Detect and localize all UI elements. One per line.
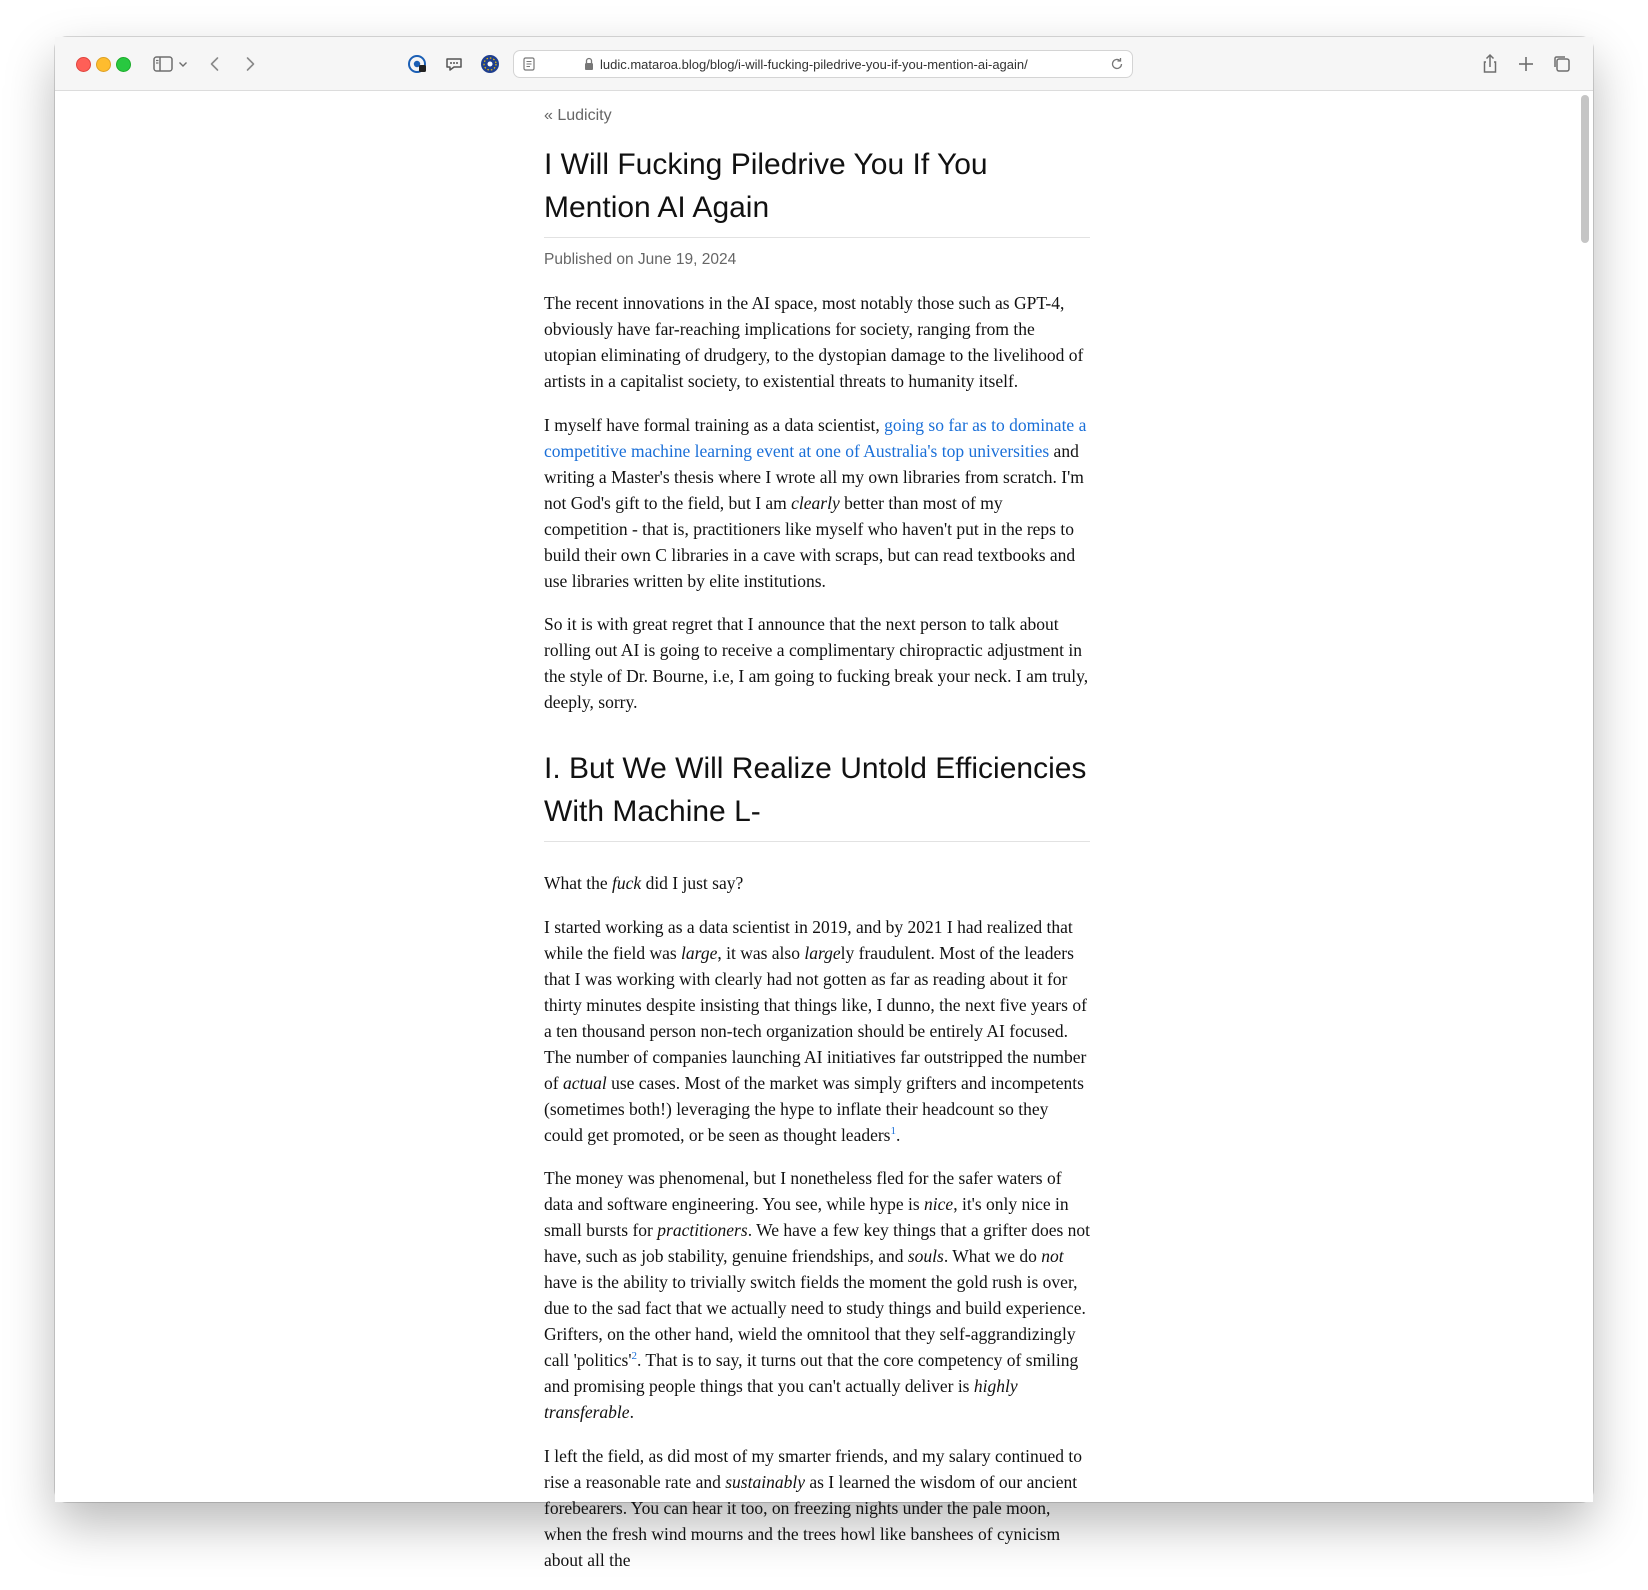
zoom-window-button[interactable] xyxy=(116,57,131,72)
paragraph-4: What the fuck did I just say? xyxy=(544,873,744,893)
paragraph-2: I myself have formal training as a data scientist, going so far as to dominate a competitive machine learning event at one of Australia's top universities and writing a Master's thesis where I wrote all my own libraries from scratch. I'm not God's gift to the field, but I am clearly better than most of my competition - that is, practitioners like myself who haven't put in the reps to build their own C libraries in a cave with scraps, but can read textbooks and use libraries written by elite institutions. xyxy=(544,414,1087,591)
scrollbar-thumb[interactable] xyxy=(1581,95,1589,243)
paragraph-1: The recent innovations in the AI space, most notably those such as GPT-4, obviously have far-reaching implications for society, ranging from the utopian eliminating of drudgery, to the dystopian damage to the livelihood of artists in a capitalist society, to existential threats to humanity itself. xyxy=(544,293,1084,391)
minimize-window-button[interactable] xyxy=(96,57,111,72)
paragraph-6: The money was phenomenal, but I nonetheless fled for the safer waters of data and software engineering. You see, while hype is nice, it's only nice in small bursts for practitioners. We have a few key things that a grifter does not have, such as job stability, genuine friendships, and souls. What we do not have is the ability to trivially switch fields the moment the gold rush is over, due to the sad fact that we actually need to study things and build experience. Grifters, on the other hand, wield the omnitool that they self-aggrandizingly call '$politics'^2$. That is to say, it turns out that the core competency of smiling and promising people things that you can't actually deliver is highly transferable. xyxy=(544,1168,1091,1422)
new-tab-icon[interactable] xyxy=(1512,50,1540,78)
share-icon[interactable] xyxy=(1476,50,1504,78)
back-icon[interactable] xyxy=(201,50,229,78)
footnote-1-link[interactable]: 1 xyxy=(890,1124,896,1137)
chevron-down-icon[interactable] xyxy=(175,50,191,78)
tab-overview-icon[interactable] xyxy=(1548,50,1576,78)
privacy-extension-icon[interactable] xyxy=(476,50,504,78)
publish-date: Published on June 19, 2024 xyxy=(544,251,737,268)
reader-icon[interactable] xyxy=(520,55,538,73)
address-bar[interactable] xyxy=(513,50,1133,78)
chat-extension-icon[interactable] xyxy=(440,50,468,78)
password-extension-icon[interactable] xyxy=(404,50,432,78)
browser-toolbar xyxy=(55,37,1593,91)
paragraph-5: I started working as a data scientist in 2019, and by 2021 I had realized that while the field was large, it was also largely fraudulent. Most of the leaders that I was working with clearly had not gotten as far as reading about it for thirty minutes despite insisting that things like, I dunno, the next five years of a ten thousand person non-tech organization should be entirely AI focused. The number of companies launching AI initiatives far outstripped the number of actual use cases. Most of the market was simply grifters and incompetents (sometimes both!) leveraging the hype to inflate their headcount so they could get promoted, or be seen as thought leaders$^1$. xyxy=(544,916,1087,1145)
lock-icon xyxy=(580,55,598,73)
paragraph-7: I left the field, as did most of my smarter friends, and my salary continued to rise a reasonable rate and sustainably as I learned the wisdom of our ancient forebearers. You can hear it too, on freezing nights under the pale moon, when the fresh wind mourns and the trees howl like banshees of cynicism about all the xyxy=(544,1445,1082,1570)
forward-icon[interactable] xyxy=(236,50,264,78)
paragraph-3: So it is with great regret that I announce that the next person to talk about rolling out AI is going to receive a complimentary chiropractic adjustment in the style of Dr. Bourne, i.e, I am going to fucking break your neck. I am truly, deeply, sorry. xyxy=(544,614,1089,712)
section-heading: I. But We Will Realize Untold Efficiencies With Machine L- xyxy=(544,747,1090,842)
url-text[interactable]: ludic.mataroa.blog/blog/i-will-fucking-piledrive-you-if-you-mention-ai-again/ xyxy=(600,57,1028,72)
browser-window xyxy=(55,37,1593,1570)
reload-icon[interactable] xyxy=(1108,55,1126,73)
page-content xyxy=(55,91,1593,1570)
ml-competition-link[interactable]: going so far as to dominate a competitive machine learning event at one of Australia's top universities xyxy=(544,414,1087,461)
page-title: I Will Fucking Piledrive You If You Mention AI Again xyxy=(544,143,1090,238)
sidebar-icon[interactable] xyxy=(149,50,177,78)
article xyxy=(544,105,1090,1590)
back-to-blog-link[interactable]: « Ludicity xyxy=(544,107,612,124)
close-window-button[interactable] xyxy=(76,57,91,72)
footnote-2-link[interactable]: 2 xyxy=(631,1350,637,1363)
